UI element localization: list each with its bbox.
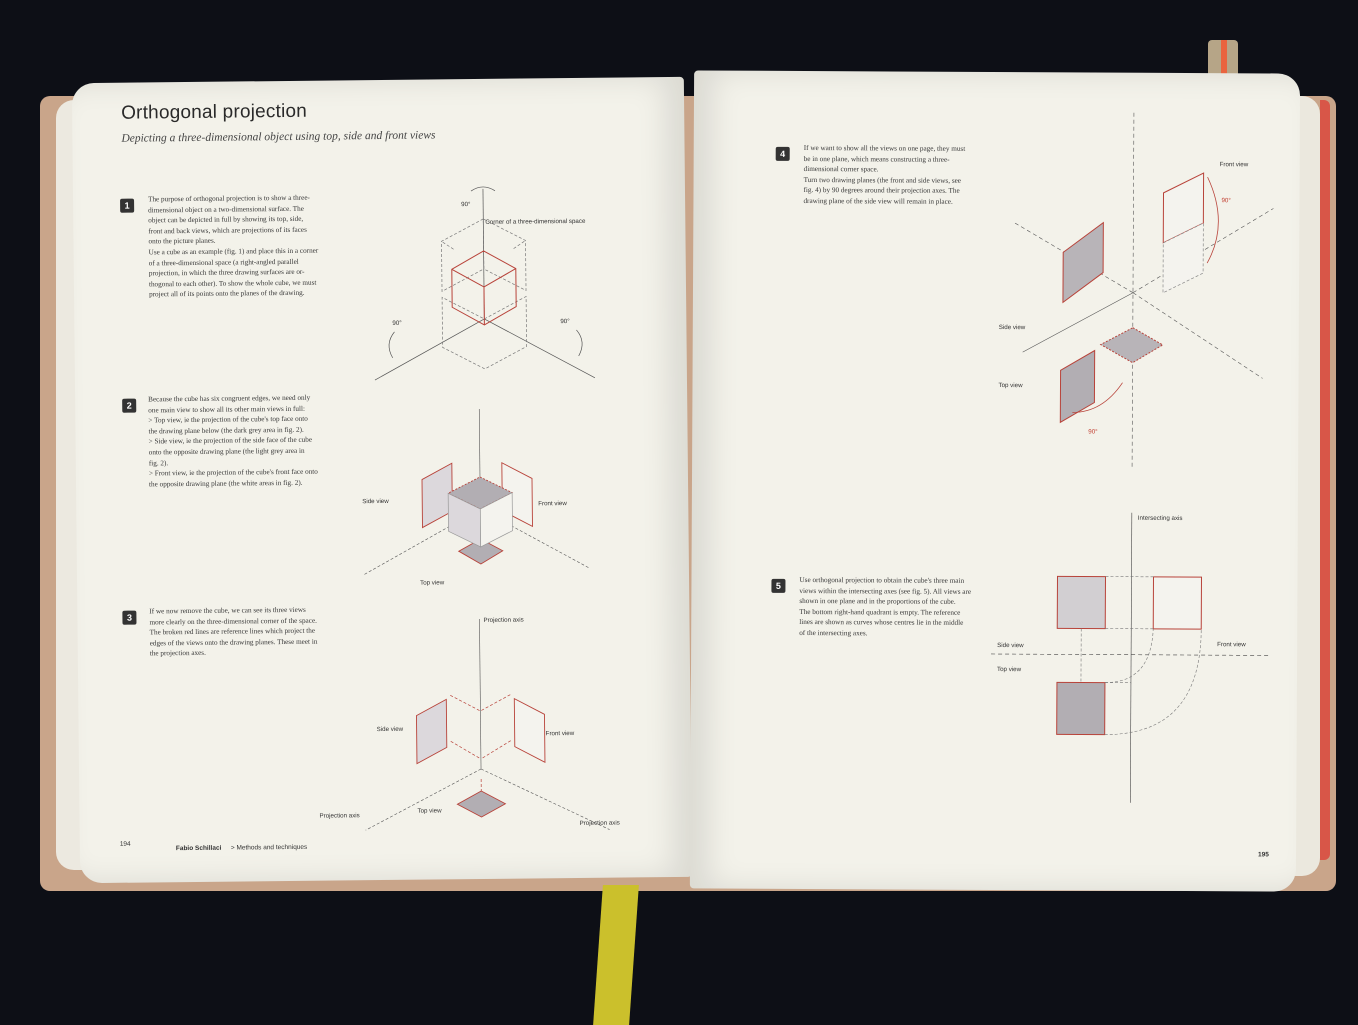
figure-2-projected-views xyxy=(361,408,593,580)
right-page xyxy=(690,70,1300,891)
fig3-side-view-label: Side view xyxy=(377,726,404,733)
fig1-angle-left: 90° xyxy=(392,320,401,327)
page-subtitle: Depicting a three-dimensional object using top, side and front views xyxy=(121,129,435,144)
section-3-text: If we now remove the cube, we can see its three views more clearly on the three-dimensional corner of the space. The broken red lines are reference lines which project the edges of the views onto the drawing planes. These meet in the projection axes. xyxy=(149,605,317,660)
fig2-top-view-label: Top view xyxy=(420,579,444,586)
page-edge-red xyxy=(1320,100,1330,860)
fig5-side-view-label: Side view xyxy=(997,642,1024,649)
fig5-front-view-label: Front view xyxy=(1217,641,1246,648)
left-page xyxy=(72,77,692,883)
step-number-1: 1 xyxy=(120,199,134,213)
page-title: Orthogonal projection xyxy=(121,101,307,125)
figure-5-intersecting-axes xyxy=(990,512,1282,814)
fig1-angle-right: 90° xyxy=(560,318,569,325)
step-number-2: 2 xyxy=(122,399,136,413)
fig4-angle-bottom: 90° xyxy=(1088,428,1097,435)
fig2-front-view-label: Front view xyxy=(538,500,567,507)
section-1-text: The purpose of orthogonal projection is to show a three- dimensional object on a two-dimensional surface. The object can be depicted in full by showing its top, side, front and back views, which are projections of its faces onto the picture planes. Use a cube as an example (fig. 1) and place this in a corner of a three-dimensional space (a right-angled parallel projection, in which the three drawing surfaces are or- thogonal to each other). To show the whole cube, we must project all of its points onto the planes of the drawing. xyxy=(148,193,319,301)
fig3-top-view-label: Top view xyxy=(417,807,441,814)
footer-chapter: > Methods and techniques xyxy=(231,844,308,852)
fig3-axis-top-label: Projection axis xyxy=(483,617,523,624)
page-number-left: 194 xyxy=(120,841,131,848)
bookmark-ribbon xyxy=(593,885,639,1025)
fig5-axis-label: Intersecting axis xyxy=(1138,515,1183,522)
fig5-top-view-label: Top view xyxy=(997,666,1021,673)
figure-1-cube-corner xyxy=(353,178,615,381)
fig2-side-view-label: Side view xyxy=(362,498,389,505)
step-number-3: 3 xyxy=(122,611,136,625)
footer-author: Fabio Schillaci xyxy=(176,845,222,852)
fig3-axis-right-label: Projection axis xyxy=(580,820,620,827)
figure-3-projection-axes xyxy=(357,618,619,831)
fig4-front-view-label: Front view xyxy=(1220,161,1249,168)
fig4-angle-right: 90° xyxy=(1221,197,1230,204)
fig1-label-corner: Corner of a three-dimensional space xyxy=(485,218,585,226)
section-5-text: Use orthogonal projection to obtain the cube's three main views within the intersecting axes (see fig. 5). All views are shown in one plane and in the proportions of the cube. The bottom right-hand quadrant is empty. The reference lines are shown as curves whose centres lie in the middle of the intersecting axes. xyxy=(799,575,971,639)
fig3-front-view-label: Front view xyxy=(546,730,575,737)
fig3-axis-left-label: Projection axis xyxy=(319,812,359,819)
fig4-side-view-label: Side view xyxy=(999,324,1026,331)
page-number-right: 195 xyxy=(1258,851,1269,858)
section-4-text: If we want to show all the views on one page, they must be in one plane, which means constructing a three- dimensional corner space. Turn two drawing planes (the front and side views, see fig. 4) by 90 degrees around their projection axes. The drawing plane of the side view will remain in place. xyxy=(803,143,965,207)
fig1-angle-top: 90° xyxy=(461,201,470,208)
step-number-4: 4 xyxy=(776,147,790,161)
section-2-text: Because the cube has six congruent edges, we need only one main view to show all its other main views in full: > Top view, ie the projection of the cube's top face onto the drawing plane below (the dark grey area in fig. 2). > Side view, ie the projection of the side face of the cube onto the opposite drawing plane (the light grey area in fig. 2). > Front view, ie the projection of the cube's front face onto the opposite drawing plane (the white areas in fig. 2). xyxy=(148,393,318,490)
fig4-top-view-label: Top view xyxy=(998,382,1022,389)
step-number-5: 5 xyxy=(771,579,785,593)
